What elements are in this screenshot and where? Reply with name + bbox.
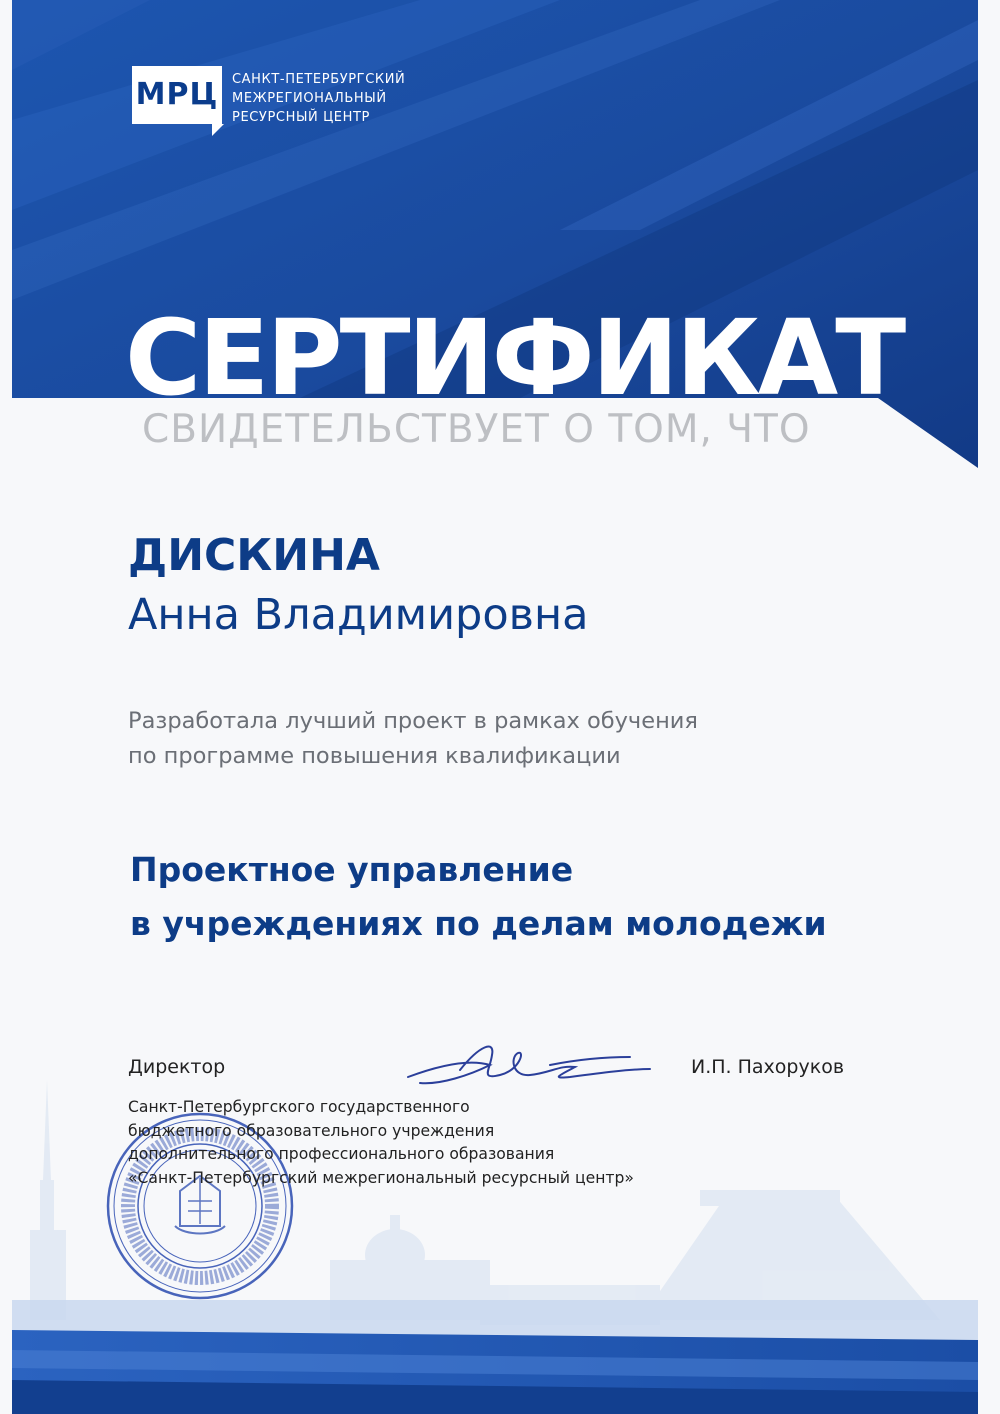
logo-line: МЕЖРЕГИОНАЛЬНЫЙ: [232, 91, 387, 106]
logo-line: РЕСУРСНЫЙ ЦЕНТР: [232, 110, 370, 125]
logo-text: [232, 70, 405, 127]
certificate-title: СЕРТИФИКАТ: [125, 297, 904, 419]
description-line: по программе повышения квалификации: [128, 743, 621, 769]
recipient-given-names: Анна Владимировна: [128, 590, 589, 640]
logo-badge: [132, 66, 222, 124]
handwritten-signature: [400, 1035, 660, 1095]
organization-line: бюджетного образовательного учреждения: [128, 1121, 495, 1140]
organization-name: [128, 1096, 634, 1190]
program-title: [130, 843, 827, 951]
certificate-subtitle: СВИДЕТЕЛЬСТВУЕТ О ТОМ, ЧТО: [142, 407, 811, 452]
program-line: в учреждениях по делам молодежи: [130, 904, 827, 943]
signatory-position: Директор: [128, 1056, 226, 1078]
logo-line: САНКТ-ПЕТЕРБУРГСКИЙ: [232, 72, 406, 87]
organization-line: Санкт-Петербургского государственного: [128, 1098, 470, 1116]
organization-line: дополнительного профессионального образования: [128, 1145, 555, 1163]
logo-abbreviation: МРЦ: [135, 77, 219, 112]
description-line: Разработала лучший проект в рамках обучения: [128, 708, 698, 734]
logo-speech-tail: [212, 124, 224, 136]
program-line: Проектное управление: [130, 850, 574, 889]
organization-line: «Санкт-Петербургский межрегиональный ресурсный центр»: [128, 1168, 634, 1187]
signatory-name: И.П. Пахоруков: [691, 1056, 845, 1078]
recipient-surname: ДИСКИНА: [128, 530, 380, 581]
achievement-description: [128, 704, 698, 774]
